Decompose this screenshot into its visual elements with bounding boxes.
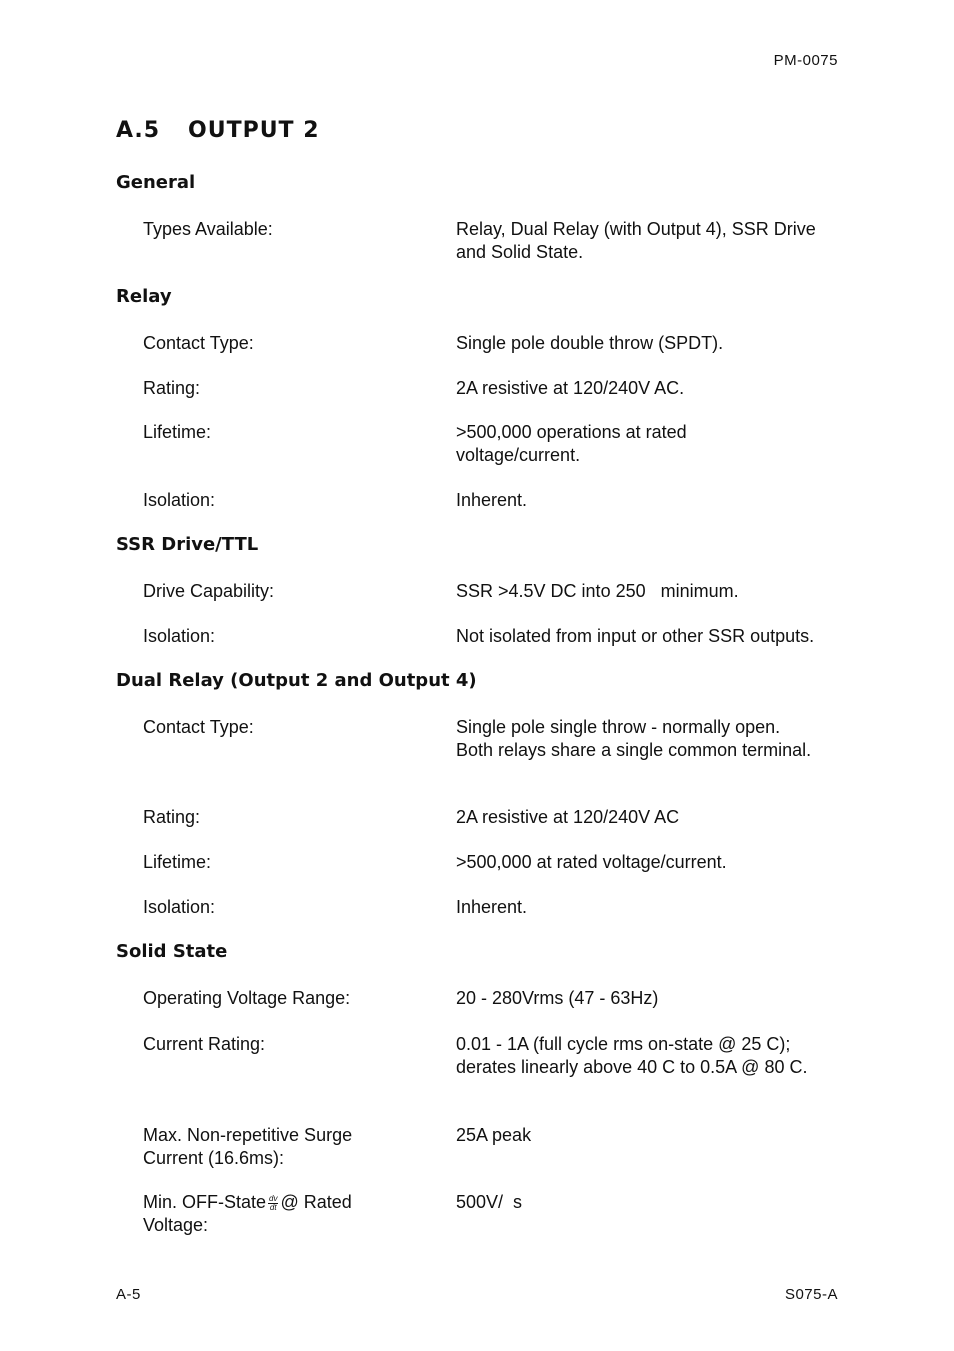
value-relay-contact-type: Single pole double throw (SPDT).	[456, 333, 724, 353]
label-relay-rating: Rating:	[143, 378, 201, 398]
dt-denominator: dt	[269, 1202, 277, 1212]
label-relay-contact-type: Contact Type:	[143, 333, 254, 353]
section-title	[116, 118, 320, 143]
value-surge-current: 25A peak	[456, 1125, 532, 1145]
value-relay-rating: 2A resistive at 120/240V AC.	[456, 378, 685, 398]
value-drive-capability: SSR >4.5V DC into 250 minimum.	[456, 581, 739, 601]
label-surge-current: Max. Non-repetitive Surge Current (16.6ms):	[143, 1125, 353, 1168]
value-relay-lifetime: >500,000 operations at rated voltage/current.	[456, 422, 687, 465]
label-dual-rating: Rating:	[143, 807, 201, 827]
heading-relay: Relay	[116, 286, 172, 307]
off-state-label-prefix: Min. OFF-State	[143, 1192, 267, 1212]
label-types-available: Types Available:	[143, 219, 273, 239]
value-operating-voltage: 20 - 280Vrms (47 - 63Hz)	[456, 988, 659, 1008]
value-types-available: Relay, Dual Relay (with Output 4), SSR Drive and Solid State.	[456, 219, 816, 262]
label-relay-lifetime: Lifetime:	[143, 422, 212, 442]
value-ssr-isolation: Not isolated from input or other SSR outputs.	[456, 626, 815, 646]
value-current-rating: 0.01 - 1A (full cycle rms on-state @ 25 C); derates linearly above 40 C to 0.5A @ 80 C.	[456, 1034, 808, 1077]
label-dual-contact-type: Contact Type:	[143, 717, 254, 737]
label-operating-voltage: Operating Voltage Range:	[143, 988, 351, 1008]
value-dual-rating: 2A resistive at 120/240V AC	[456, 807, 680, 827]
document-code: S075-A	[784, 1286, 838, 1303]
value-dual-lifetime: >500,000 at rated voltage/current.	[456, 852, 727, 872]
section-number: A.5	[116, 118, 161, 143]
dv-numerator: dv	[269, 1193, 278, 1203]
label-dual-lifetime: Lifetime:	[143, 852, 212, 872]
label-relay-isolation: Isolation:	[143, 490, 216, 510]
page-number: A-5	[116, 1286, 141, 1303]
label-current-rating: Current Rating:	[143, 1034, 266, 1054]
heading-ssr-drive: SSR Drive/TTL	[116, 534, 259, 555]
dv-dt-fraction	[268, 1195, 278, 1212]
value-off-state-dvdt: 500V/ s	[456, 1192, 523, 1212]
document-reference: PM-0075	[773, 52, 838, 69]
label-ssr-isolation: Isolation:	[143, 626, 216, 646]
label-drive-capability: Drive Capability:	[143, 581, 275, 601]
heading-dual-relay: Dual Relay (Output 2 and Output 4)	[116, 670, 477, 691]
heading-solid-state: Solid State	[116, 941, 228, 962]
label-off-state-dvdt	[143, 1191, 393, 1237]
value-relay-isolation: Inherent.	[456, 490, 528, 510]
label-dual-isolation: Isolation:	[143, 897, 216, 917]
value-dual-contact-type: Single pole single throw - normally open. Both relays share a single common terminal.	[456, 717, 812, 760]
heading-general: General	[116, 172, 196, 193]
value-dual-isolation: Inherent.	[456, 897, 528, 917]
off-state-label-suffix: @ Rated Voltage:	[143, 1192, 352, 1235]
section-name: OUTPUT 2	[188, 118, 320, 143]
